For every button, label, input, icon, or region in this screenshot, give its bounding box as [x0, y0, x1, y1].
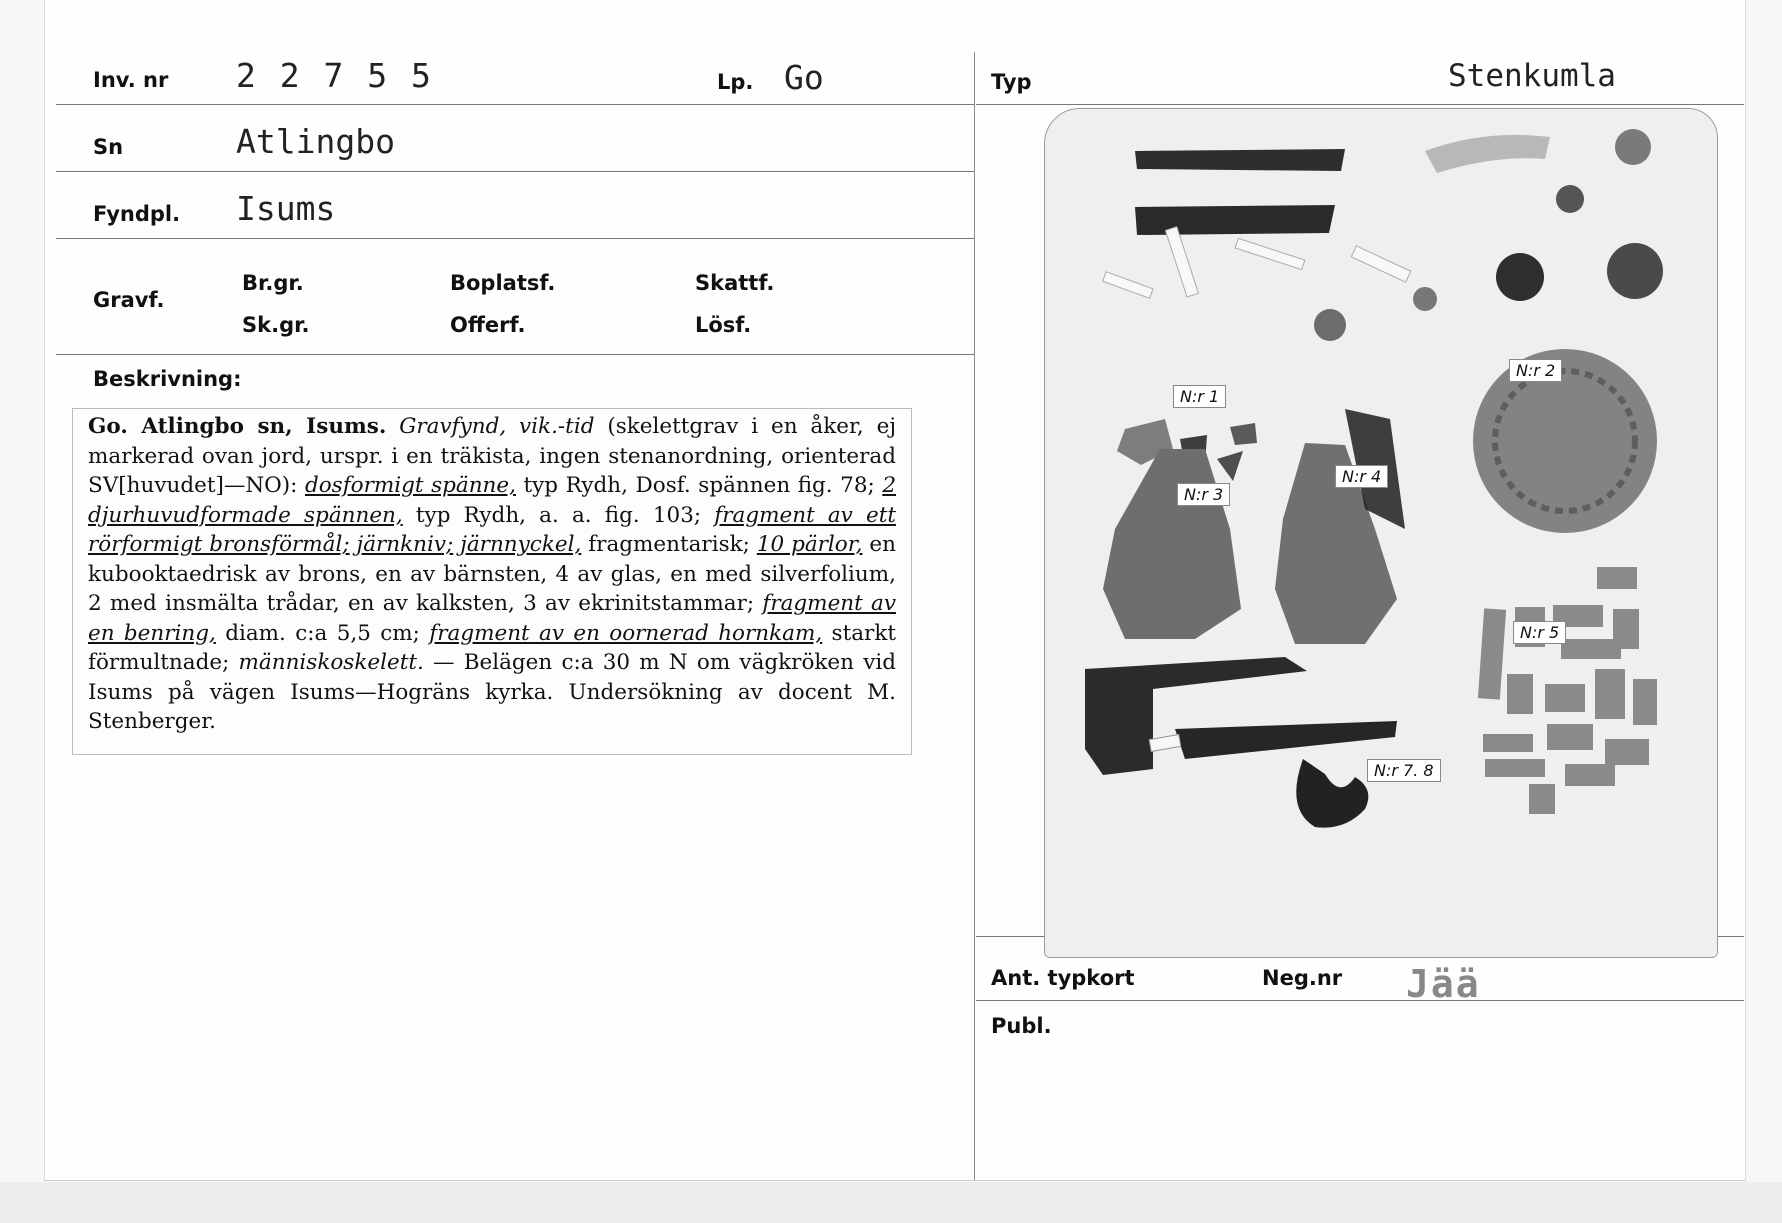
desc-text-1: (skelettgrav i en åker, ej markerad ovan jord, urspr. i en träkista, ingen stenanordning, orienterad SV[huvudet]—NO):: [88, 414, 897, 498]
inv-nr-value: 2 2 7 5 5: [236, 56, 433, 95]
losf-label: Lösf.: [695, 313, 752, 337]
desc-text-3: typ Rydh, a. a. fig. 103;: [402, 502, 715, 528]
rule-row-1: [56, 104, 974, 105]
photo-label-nr1: N:r 1: [1173, 385, 1226, 408]
desc-site: Go. Atlingbo sn, Isums.: [88, 414, 387, 439]
lp-label: Lp.: [717, 70, 754, 94]
artifact-photo: [1044, 108, 1718, 958]
desc-item-beads: 10 pärlor,: [756, 532, 863, 557]
column-divider: [974, 52, 975, 1180]
typ-label: Typ: [991, 70, 1032, 94]
desc-find-type: Gravfynd, vik.-tid: [399, 414, 595, 439]
fyndpl-label: Fyndpl.: [93, 202, 181, 226]
scan-background-strip: [0, 1182, 1782, 1223]
rule-row-2: [56, 171, 974, 172]
desc-item-bone-ring: fragment av en benring,: [88, 591, 896, 646]
photo-label-nr2: N:r 2: [1509, 359, 1562, 382]
publ-label: Publ.: [991, 1014, 1052, 1038]
rule-typ: [976, 104, 1744, 105]
fyndpl-value: Isums: [236, 189, 336, 228]
rule-row-3: [56, 238, 974, 239]
gravf-label: Gravf.: [93, 288, 165, 312]
skgr-label: Sk.gr.: [242, 313, 310, 337]
sn-value: Atlingbo: [236, 122, 395, 161]
sn-label: Sn: [93, 135, 124, 159]
rule-row-4: [56, 354, 974, 355]
ant-typkort-label: Ant. typkort: [991, 966, 1135, 990]
photo-label-nr5: N:r 5: [1513, 621, 1566, 644]
inv-nr-label: Inv. nr: [93, 68, 169, 92]
description-text: [88, 412, 896, 737]
photo-label-nr3: N:r 3: [1177, 483, 1230, 506]
desc-text-5: en kubooktaedrisk av brons, en av bärnsten, 4 av glas, en med silverfolium, 2 med insmälta trådar, en av kalksten, 3 av ekrinitstammar;: [88, 532, 896, 616]
desc-item-iron-key: järnnyckel,: [460, 532, 582, 557]
desc-text-4: fragmentarisk;: [581, 532, 757, 557]
beskrivning-label: Beskrivning:: [93, 367, 242, 391]
brgr-label: Br.gr.: [242, 271, 304, 295]
desc-space-1: [350, 532, 357, 557]
negnr-value: Jää: [1406, 962, 1481, 1006]
desc-text-2: typ Rydh, Dosf. spännen fig. 78;: [515, 473, 883, 498]
rule-publ: [976, 1000, 1744, 1001]
photo-label-nr78: N:r 7. 8: [1367, 759, 1441, 782]
offerf-label: Offerf.: [450, 313, 526, 337]
desc-item-animal-brooches: 2 djurhuvudformade spännen,: [88, 473, 896, 528]
desc-item-tube-fragment: fragment av ett rörformigt bronsförmål;: [88, 502, 896, 557]
boplatsf-label: Boplatsf.: [450, 271, 556, 295]
desc-item-iron-knife: järnkniv;: [356, 532, 454, 557]
desc-text-7: starkt förmultnade;: [88, 620, 896, 675]
desc-text-8: — Belägen c:a 30 m N om vägkröken vid Isums på vägen Isums—Hogräns kyrka. Undersökning av docent M. Stenberger.: [88, 650, 896, 734]
artifact-photo-drawing: [1045, 109, 1717, 957]
skattf-label: Skattf.: [695, 271, 775, 295]
negnr-label: Neg.nr: [1262, 966, 1343, 990]
desc-item-skeleton: människoskelett.: [238, 650, 424, 675]
desc-item-horn-comb: fragment av en oornerad hornkam,: [429, 620, 823, 646]
desc-text-6: diam. c:a 5,5 cm;: [215, 620, 430, 646]
lp-value: Go: [784, 58, 824, 97]
typ-value: Stenkumla: [1448, 58, 1616, 94]
photo-label-nr4: N:r 4: [1335, 465, 1388, 488]
desc-item-box-brooch: dosformigt spänne,: [304, 473, 516, 498]
